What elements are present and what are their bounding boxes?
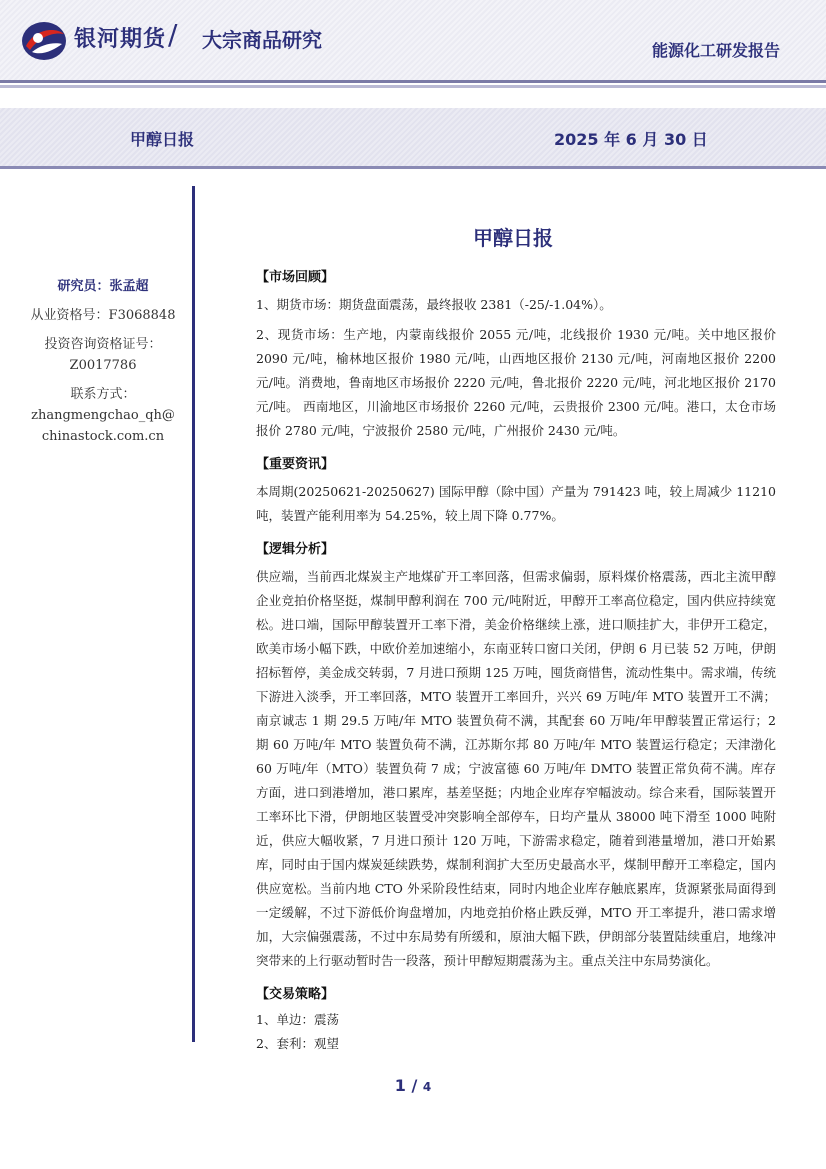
division-name: 大宗商品研究 bbox=[202, 28, 322, 52]
sidebar-divider bbox=[192, 186, 195, 1042]
contact-label: 联系方式： bbox=[70, 387, 136, 402]
report-type: 能源化工研发报告 bbox=[651, 41, 780, 60]
section-heading-market-review: 【市场回顾】 bbox=[256, 270, 335, 285]
strategy-arbitrage: 2、套利：观望 bbox=[256, 1036, 339, 1051]
analyst-sidebar bbox=[18, 276, 188, 455]
contact-info bbox=[18, 384, 188, 447]
total-pages: 4 bbox=[422, 1080, 432, 1094]
logic-paragraph: 供应端，当前西北煤炭主产地煤矿开工率回落，但需求偏弱，原料煤价格震荡，西北主流甲醇企业竞拍价格坚挺，煤制甲醇利润在 700 元/吨附近，甲醇开工率高位稳定，国内供应持续宽松。进口端，国际甲醇装置开工率下滑，美金价格继续上涨，进口顺挂扩大，非伊开工稳定，欧美市场小幅下跌，中欧价差加速缩小，东南亚转口窗口关闭，伊朗 6 月已装 52 万吨，伊朗招标暂停，美金成交转弱，7 月进口预期 125 万吨，囤货商惜售，流动性集中。需求端，传统下游进入淡季，开工率回落，MTO 装置开工率回升，兴兴 69 万吨/年 MTO 装置开工不满；南京诚志 1 期 29.5 万吨/年 MTO 装置负荷不满，其配套 60 万吨/年甲醇装置正常运行；2 期 60 万吨/年 MTO 装置负荷不满，江苏斯尔邦 80 万吨/年 MTO 装置运行稳定；天津渤化 60 万吨/年（MTO）装置负荷 7 成；宁波富德 60 万吨/年 DMTO 装置正常负荷不满。库存方面，进口到港增加，港口累库，基差坚挺；内地企业库存窄幅波动。综合来看，国际装置开工率环比下滑，伊朗地区装置受冲突影响全部停车，日均产量从 38000 吨下滑至 1000 吨附近，供应大幅收紧，7 月进口预计 120 万吨，下游需求稳定，随着到港量增加，港口开始累库，同时由于国内煤炭延续跌势，煤制利润扩大至历史最高水平，煤制甲醇开工率稳定，国内供应宽松。当前内地 CTO 外采阶段性结束，同时内地企业库存触底累库，货源紧张局面得到一定缓解，不过下游低价询盘增加，内地竞拍价格止跌反弹，MTO 开工率提升，港口需求增加，大宗偏强震荡，不过中东局势有所缓和，原油大幅下跌，伊朗部分装置陆续重启，地缘冲突带来的上行驱动暂时告一段落，预计甲醇短期震荡为主。重点关注中东局势演化。 bbox=[256, 569, 777, 968]
galaxy-futures-logo-icon bbox=[20, 20, 68, 62]
page-number bbox=[0, 1076, 826, 1095]
consult-certificate bbox=[18, 334, 188, 376]
report-body bbox=[256, 266, 776, 1056]
qualification-value: F3068848 bbox=[108, 308, 176, 323]
email-line-1[interactable]: zhangmengchao_qh@ bbox=[31, 408, 175, 423]
consult-label: 投资咨询资格证号： bbox=[44, 337, 162, 352]
section-heading-strategy: 【交易策略】 bbox=[256, 987, 335, 1002]
section-heading-logic: 【逻辑分析】 bbox=[256, 542, 335, 557]
current-page: 1 bbox=[394, 1076, 406, 1095]
top-header bbox=[0, 0, 826, 82]
document-title: 甲醇日报 bbox=[473, 226, 553, 250]
market-review-futures: 1、期货市场：期货盘面震荡，最终报收 2381（-25/-1.04%）。 bbox=[256, 297, 612, 312]
email-line-2[interactable]: chinastock.com.cn bbox=[41, 429, 165, 444]
analyst-name: 研究员：张孟超 bbox=[57, 279, 149, 294]
report-date: 2025 年 6 月 30 日 bbox=[554, 130, 708, 149]
page-separator: / bbox=[411, 1076, 418, 1095]
qualification-number bbox=[18, 305, 188, 326]
brand-name: 银河期货 bbox=[74, 27, 167, 52]
title-band bbox=[0, 108, 826, 169]
header-divider: / bbox=[168, 18, 178, 51]
market-review-spot: 2、现货市场：生产地，内蒙南线报价 2055 元/吨，北线报价 1930 元/吨。关中地区报价 2090 元/吨，榆林地区报价 1980 元/吨，山西地区报价 2130 元/吨，河南地区报价 2200 元/吨。消费地，鲁南地区市场报价 2220 元/吨，鲁北报价 2220 元/吨，河北地区报价 2170 元/吨。 西南地区，川渝地区市场报价 2260 元/吨，云贵报价 2300 元/吨。港口，太仓市场报价 2780 元/吨，宁波报价 2580 元/吨，广州报价 2430 元/吨。 bbox=[256, 327, 776, 438]
section-heading-news: 【重要资讯】 bbox=[256, 457, 335, 472]
consult-value: Z0017786 bbox=[69, 358, 137, 373]
news-paragraph: 本周期(20250621-20250627) 国际甲醇（除中国）产量为 791423 吨，较上周减少 11210 吨，装置产能利用率为 54.25%，较上周下降 0.77%。 bbox=[256, 484, 776, 523]
header-stripes bbox=[0, 80, 826, 90]
strategy-unilateral: 1、单边：震荡 bbox=[256, 1012, 339, 1027]
qualification-label: 从业资格号： bbox=[30, 308, 109, 323]
band-title: 甲醇日报 bbox=[130, 130, 195, 149]
